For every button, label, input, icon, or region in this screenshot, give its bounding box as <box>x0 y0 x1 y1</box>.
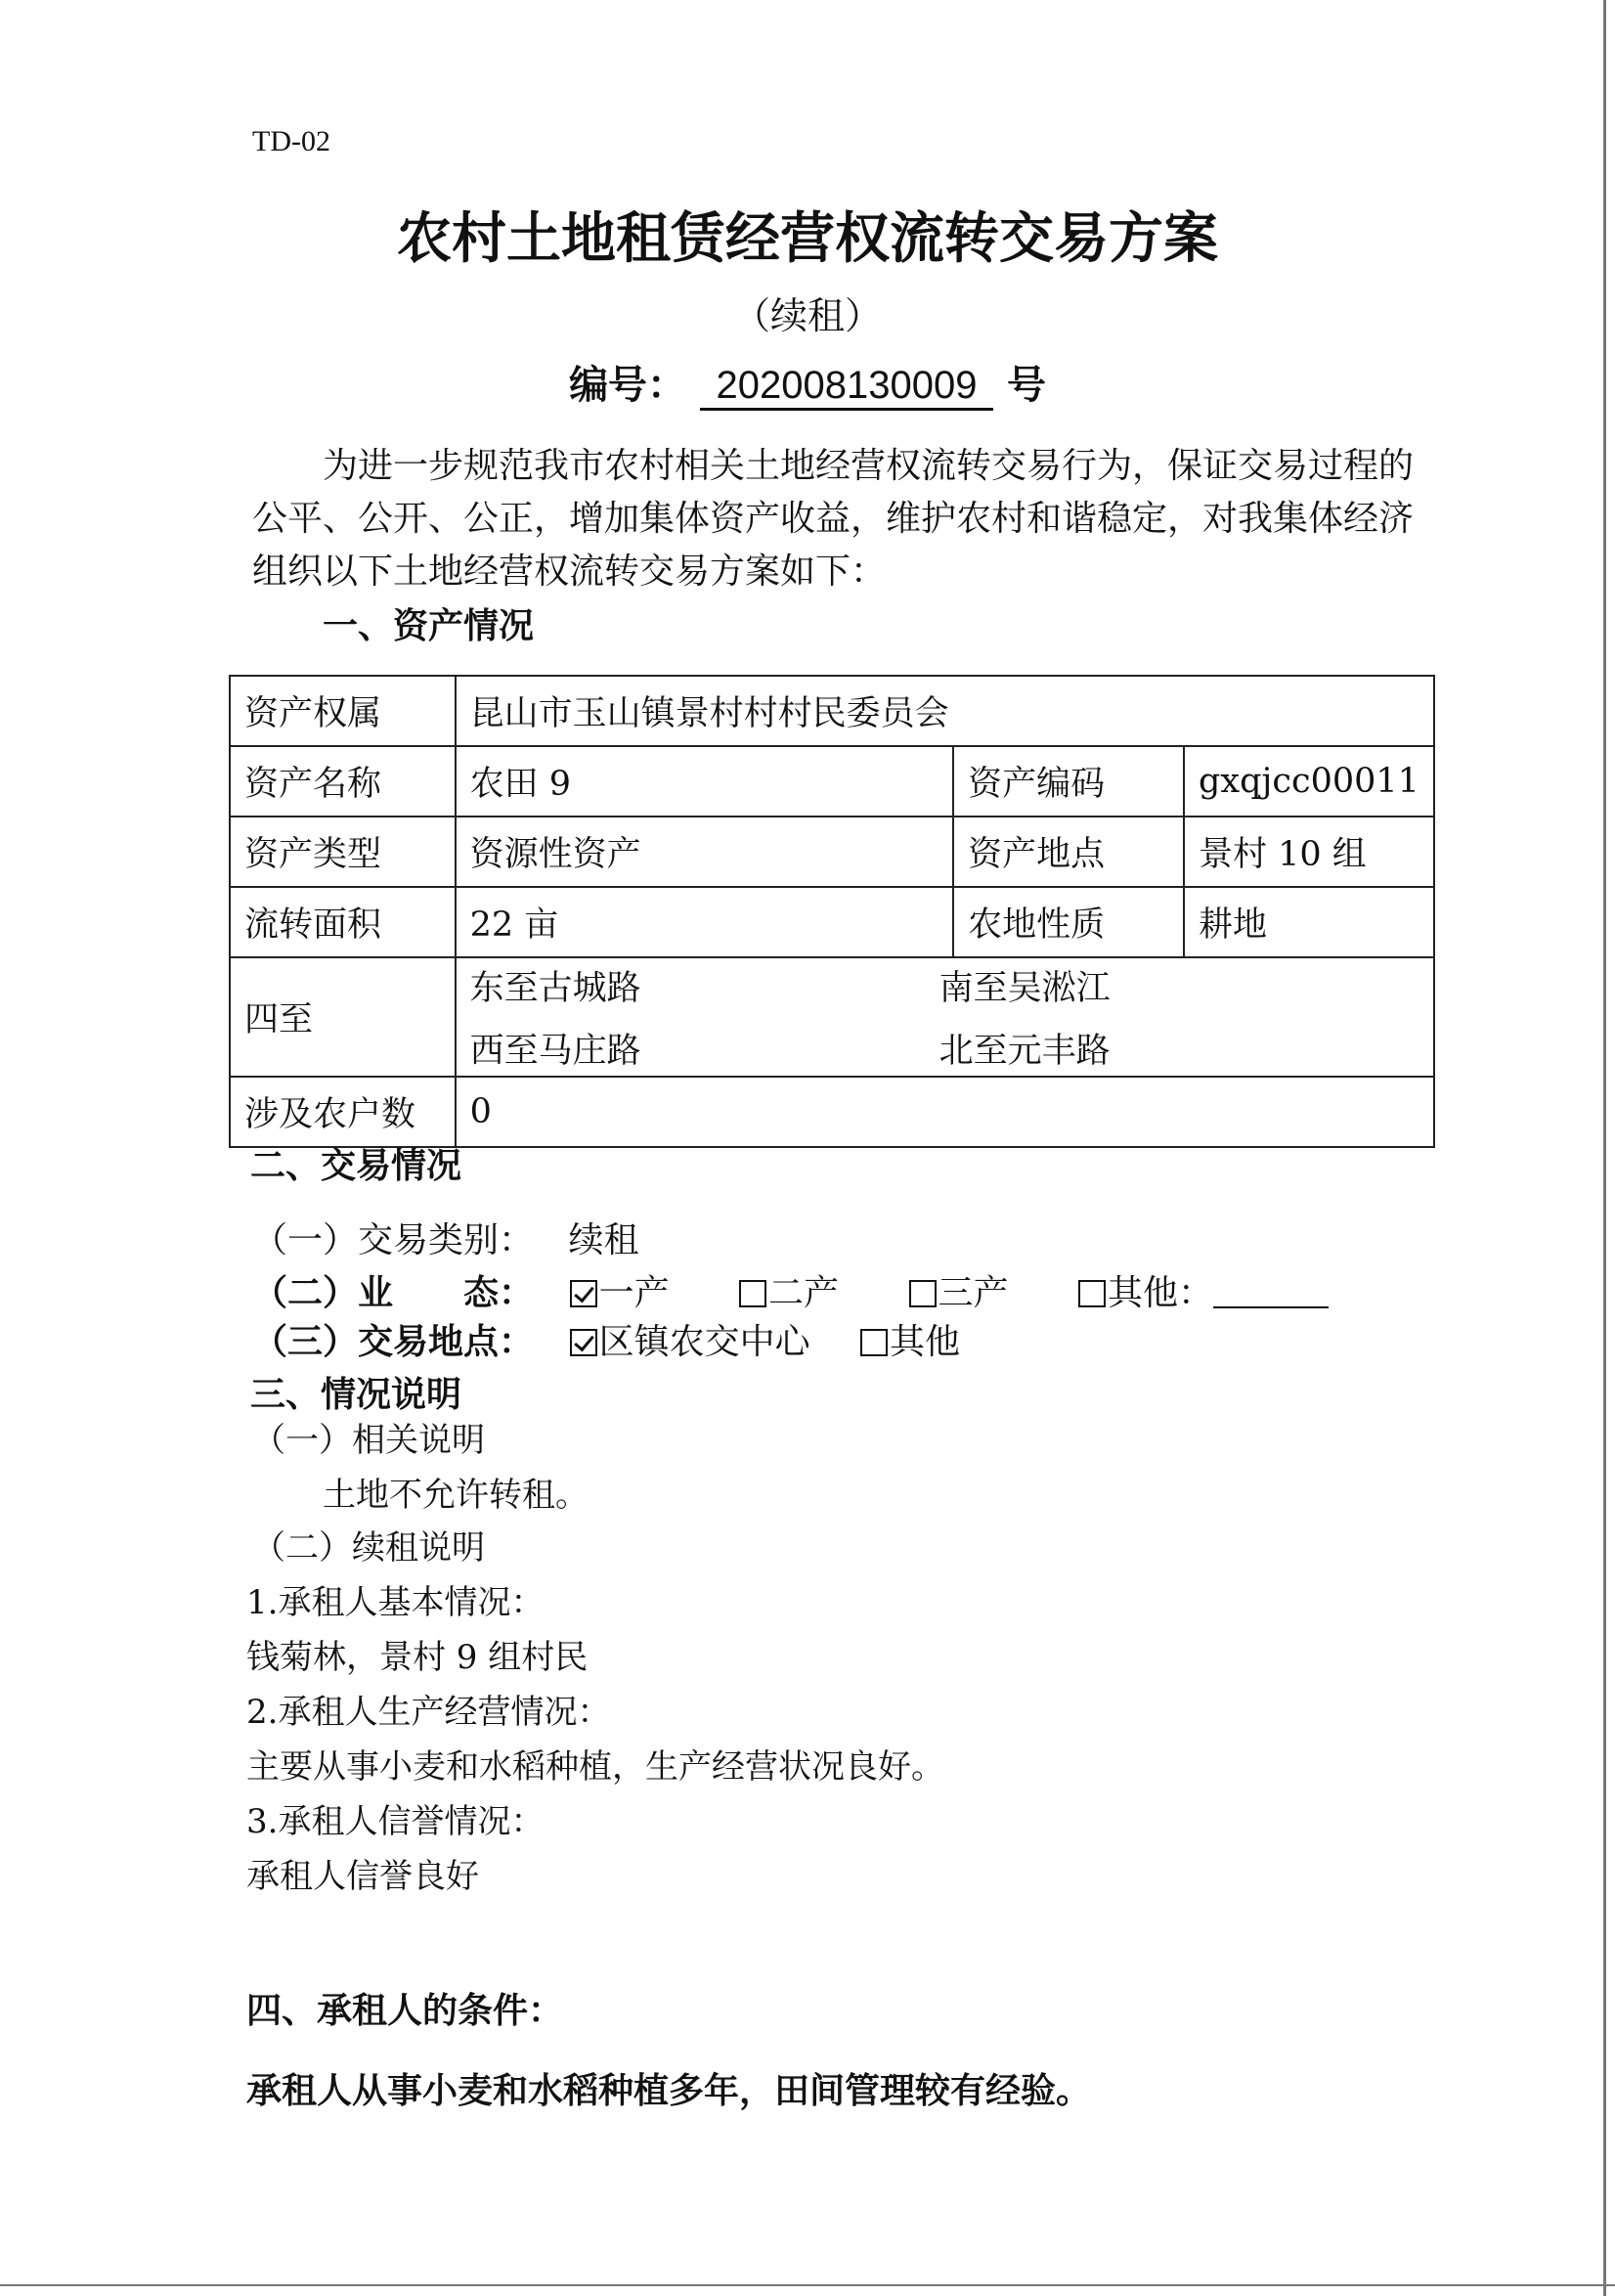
place-label: （三）交易地点： <box>252 1322 535 1362</box>
related-heading: （一）相关说明 <box>252 1421 485 1460</box>
industry-option-1[interactable]: 一产 <box>570 1273 670 1313</box>
table-row <box>230 887 1434 957</box>
nature-label: 农地性质 <box>953 887 1184 957</box>
owner-value: 昆山市玉山镇景村村村民委员会 <box>456 676 1434 746</box>
name-value: 农田 9 <box>456 746 954 817</box>
checkbox-checked-icon[interactable] <box>570 1329 597 1356</box>
section1-heading: 一、资产情况 <box>323 606 535 646</box>
item3-text: 承租人信誉良好 <box>246 1857 479 1896</box>
renew-heading: （二）续租说明 <box>252 1528 485 1567</box>
checkbox-icon[interactable] <box>909 1280 937 1307</box>
trade-type-value: 续租 <box>568 1220 639 1260</box>
bounds-label: 四至 <box>230 957 456 1077</box>
bound-east: 东至古城路 <box>469 969 641 1008</box>
trade-type-row <box>252 1213 638 1262</box>
page-title: 农村土地租赁经营权流转交易方案 <box>397 207 1218 271</box>
checkbox-icon[interactable] <box>739 1280 766 1307</box>
bound-north: 北至元丰路 <box>938 1032 1111 1071</box>
table-row <box>230 676 1434 746</box>
number-value: 202008130009 <box>700 364 993 411</box>
item1-text: 钱菊林，景村 9 组村民 <box>246 1638 589 1677</box>
section3-heading: 三、情况说明 <box>250 1375 462 1415</box>
type-label: 资产类型 <box>230 817 456 887</box>
scan-edge-right <box>1603 0 1606 2296</box>
scan-edge-bottom <box>0 2284 1615 2286</box>
checkbox-icon[interactable] <box>860 1329 888 1356</box>
owner-label: 资产权属 <box>230 676 456 746</box>
table-row <box>230 817 1434 887</box>
type-value: 资源性资产 <box>456 817 954 887</box>
checkbox-checked-icon[interactable] <box>570 1280 597 1307</box>
number-suffix: 号 <box>1006 363 1046 408</box>
place-row <box>252 1314 960 1364</box>
table-row <box>230 957 1434 1077</box>
table-row <box>230 1077 1434 1147</box>
industry-label: （二）业 态： <box>252 1273 535 1313</box>
section2-heading: 二、交易情况 <box>250 1146 462 1186</box>
section4-heading: 四、承租人的条件： <box>246 1991 564 2031</box>
code-value: gxqjcc00011 <box>1184 746 1434 817</box>
industry-option-4[interactable]: 其他： <box>1078 1273 1329 1313</box>
item1-label: 1.承租人基本情况： <box>246 1583 545 1622</box>
location-label: 资产地点 <box>953 817 1184 887</box>
name-label: 资产名称 <box>230 746 456 817</box>
industry-option-2[interactable]: 二产 <box>739 1273 839 1313</box>
intro-paragraph: 为进一步规范我市农村相关土地经营权流转交易行为，保证交易过程的公平、公开、公正，增加集体资产收益，维护农村和谐稳定，对我集体经济组织以下土地经营权流转交易方案如下： <box>252 446 1415 592</box>
table-row <box>230 746 1434 817</box>
item3-label: 3.承租人信誉情况： <box>246 1802 545 1841</box>
location-value: 景村 10 组 <box>1184 817 1434 887</box>
code-label: 资产编码 <box>953 746 1184 817</box>
other-blank-line <box>1213 1277 1329 1308</box>
households-label: 涉及农户数 <box>230 1077 456 1147</box>
checkbox-icon[interactable] <box>1078 1280 1106 1307</box>
industry-row <box>252 1265 1329 1315</box>
item2-label: 2.承租人生产经营情况： <box>246 1693 611 1732</box>
item2-text: 主要从事小麦和水稻种植，生产经营状况良好。 <box>246 1747 944 1787</box>
place-option-2[interactable]: 其他 <box>860 1322 960 1362</box>
area-value: 22 亩 <box>456 887 954 957</box>
bounds-cell <box>456 957 1434 1077</box>
doc-code: TD-02 <box>252 125 330 157</box>
trade-type-label: （一）交易类别： <box>252 1220 535 1260</box>
section4-text: 承租人从事小麦和水稻种植多年，田间管理较有经验。 <box>246 2071 1092 2111</box>
bound-south: 南至吴淞江 <box>938 969 1111 1008</box>
page-subtitle: （续租） <box>732 294 882 337</box>
bound-west: 西至马庄路 <box>469 1032 641 1071</box>
number-label: 编号： <box>569 363 687 408</box>
industry-option-3[interactable]: 三产 <box>909 1273 1009 1313</box>
asset-table <box>229 675 1435 1148</box>
document-number <box>0 354 1615 411</box>
place-option-1[interactable]: 区镇农交中心 <box>570 1322 810 1362</box>
area-label: 流转面积 <box>230 887 456 957</box>
nature-value: 耕地 <box>1184 887 1434 957</box>
households-value: 0 <box>456 1077 1434 1147</box>
related-text: 土地不允许转租。 <box>323 1476 589 1515</box>
